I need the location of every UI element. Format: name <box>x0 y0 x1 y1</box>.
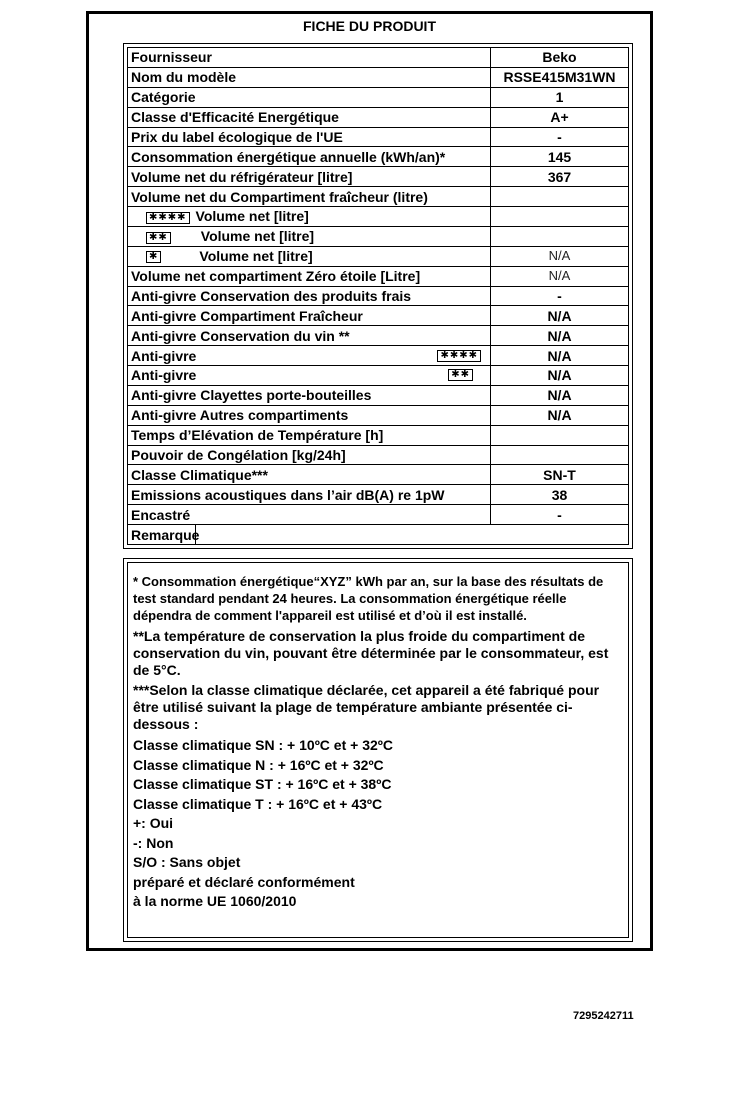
table-row <box>128 48 629 68</box>
table-row <box>128 485 629 505</box>
row-label: Catégorie <box>128 87 491 107</box>
table-row <box>128 67 629 87</box>
note-line: Classe climatique T : + 16ºC et + 43ºC <box>133 795 383 812</box>
row-label: Consommation énergétique annuelle (kWh/an)* <box>128 147 491 167</box>
note-line: préparé et déclaré conformément <box>133 873 355 890</box>
table-row <box>128 87 629 107</box>
table-row <box>128 405 629 425</box>
table-row <box>128 385 629 405</box>
row-label: Temps d’Elévation de Température [h] <box>128 425 491 445</box>
note-line: à la norme UE 1060/2010 <box>133 893 297 909</box>
table-row <box>128 246 629 266</box>
row-label: Volume net du Compartiment fraîcheur (litre) <box>128 187 491 207</box>
row-label: Remarque <box>131 526 200 543</box>
row-value: - <box>491 127 629 147</box>
table-row <box>128 286 629 306</box>
row-label: Encastré <box>128 505 491 525</box>
table-row <box>128 445 629 465</box>
table-row <box>128 425 629 445</box>
table-row <box>128 525 629 545</box>
row-value <box>491 226 629 246</box>
row-value: 38 <box>491 485 629 505</box>
note-line: Classe climatique SN : + 10ºC et + 32ºC <box>133 737 394 753</box>
four-star-icon: ✱✱✱✱ <box>146 212 190 224</box>
row-label: Volume net [litre] <box>195 208 309 225</box>
table-row <box>128 207 629 227</box>
two-star-icon: ✱✱ <box>146 232 171 244</box>
row-label: Volume net compartiment Zéro étoile [Litre] <box>128 266 491 286</box>
spec-table-box <box>123 43 633 549</box>
row-label: Anti-givre Conservation des produits frais <box>128 286 491 306</box>
row-label: Anti-givre Conservation du vin ** <box>128 326 491 346</box>
row-value: N/A <box>491 266 629 286</box>
reference-code: 7295242711 <box>573 1010 634 1022</box>
one-star-icon: ✱ <box>146 251 161 263</box>
table-row <box>128 346 629 366</box>
row-value <box>491 207 629 227</box>
row-value: N/A <box>491 405 629 425</box>
table-row <box>128 366 629 386</box>
notes-box <box>123 558 633 942</box>
row-label: Prix du label écologique de l'UE <box>128 127 491 147</box>
row-label: Fournisseur <box>128 48 491 68</box>
row-value <box>491 187 629 207</box>
row-label: Anti-givre Clayettes porte-bouteilles <box>128 385 491 405</box>
row-value: - <box>491 505 629 525</box>
row-label: Volume net [litre] <box>200 228 315 245</box>
row-label: Anti-givre <box>131 367 197 384</box>
row-value: N/A <box>491 366 629 386</box>
table-row <box>128 505 629 525</box>
note-line: Classe climatique ST : + 16ºC et + 38ºC <box>133 776 392 792</box>
note-line: Classe climatique N : + 16ºC et + 32ºC <box>133 756 384 773</box>
four-star-icon: ✱✱✱✱ <box>437 350 481 362</box>
row-value: Beko <box>491 48 629 68</box>
row-label: Anti-givre Autres compartiments <box>128 405 491 425</box>
row-value: N/A <box>491 385 629 405</box>
row-value <box>491 425 629 445</box>
row-value: N/A <box>491 306 629 326</box>
remark-divider <box>195 525 196 544</box>
table-row <box>128 147 629 167</box>
table-row <box>128 187 629 207</box>
row-label: Emissions acoustiques dans l’air dB(A) re 1pW <box>128 485 491 505</box>
row-value: - <box>491 286 629 306</box>
table-row <box>128 127 629 147</box>
note-line: +: Oui <box>133 815 174 831</box>
note-wine: **La température de conservation la plus froide du compartiment de conservation du vin, pouvant être déterminée par le consommateur, est de 5°C. <box>133 628 609 678</box>
row-label: Volume net [litre] <box>199 248 313 265</box>
notes-panel <box>127 562 629 938</box>
table-row <box>128 107 629 127</box>
note-climate: ***Selon la classe climatique déclarée, cet appareil a été fabriqué pour être utilisé suivant la plage de température ambiante présentée ci-dessous : <box>133 682 600 732</box>
row-value: N/A <box>491 246 629 266</box>
row-value: RSSE415M31WN <box>491 67 629 87</box>
spec-table <box>127 47 629 545</box>
table-row <box>128 167 629 187</box>
row-value: N/A <box>491 346 629 366</box>
note-line: S/O : Sans objet <box>133 854 241 870</box>
row-value: SN-T <box>491 465 629 485</box>
row-value <box>491 445 629 465</box>
table-row <box>128 326 629 346</box>
row-label: Classe d'Efficacité Energétique <box>128 107 491 127</box>
page-title: FICHE DU PRODUIT <box>303 18 436 34</box>
row-value: 1 <box>491 87 629 107</box>
row-value: N/A <box>491 326 629 346</box>
table-row <box>128 306 629 326</box>
product-sheet-frame <box>86 11 653 951</box>
row-label: Volume net du réfrigérateur [litre] <box>128 167 491 187</box>
row-label: Pouvoir de Congélation [kg/24h] <box>128 445 491 465</box>
row-label: Nom du modèle <box>128 67 491 87</box>
row-label: Classe Climatique*** <box>128 465 491 485</box>
row-value: 145 <box>491 147 629 167</box>
note-energy: * Consommation énergétique“XYZ” kWh par an, sur la base des résultats de test standard pendant 24 heures. La consommation énergétique réelle dépendra de comment l'appareil est utilisé et d’où il est installé. <box>133 574 604 623</box>
table-row <box>128 226 629 246</box>
row-value: 367 <box>491 167 629 187</box>
table-row <box>128 465 629 485</box>
row-label: Anti-givre <box>131 347 197 364</box>
table-row <box>128 266 629 286</box>
note-line: -: Non <box>133 834 174 851</box>
row-label: Anti-givre Compartiment Fraîcheur <box>128 306 491 326</box>
row-value: A+ <box>491 107 629 127</box>
two-star-icon: ✱✱ <box>448 369 473 381</box>
